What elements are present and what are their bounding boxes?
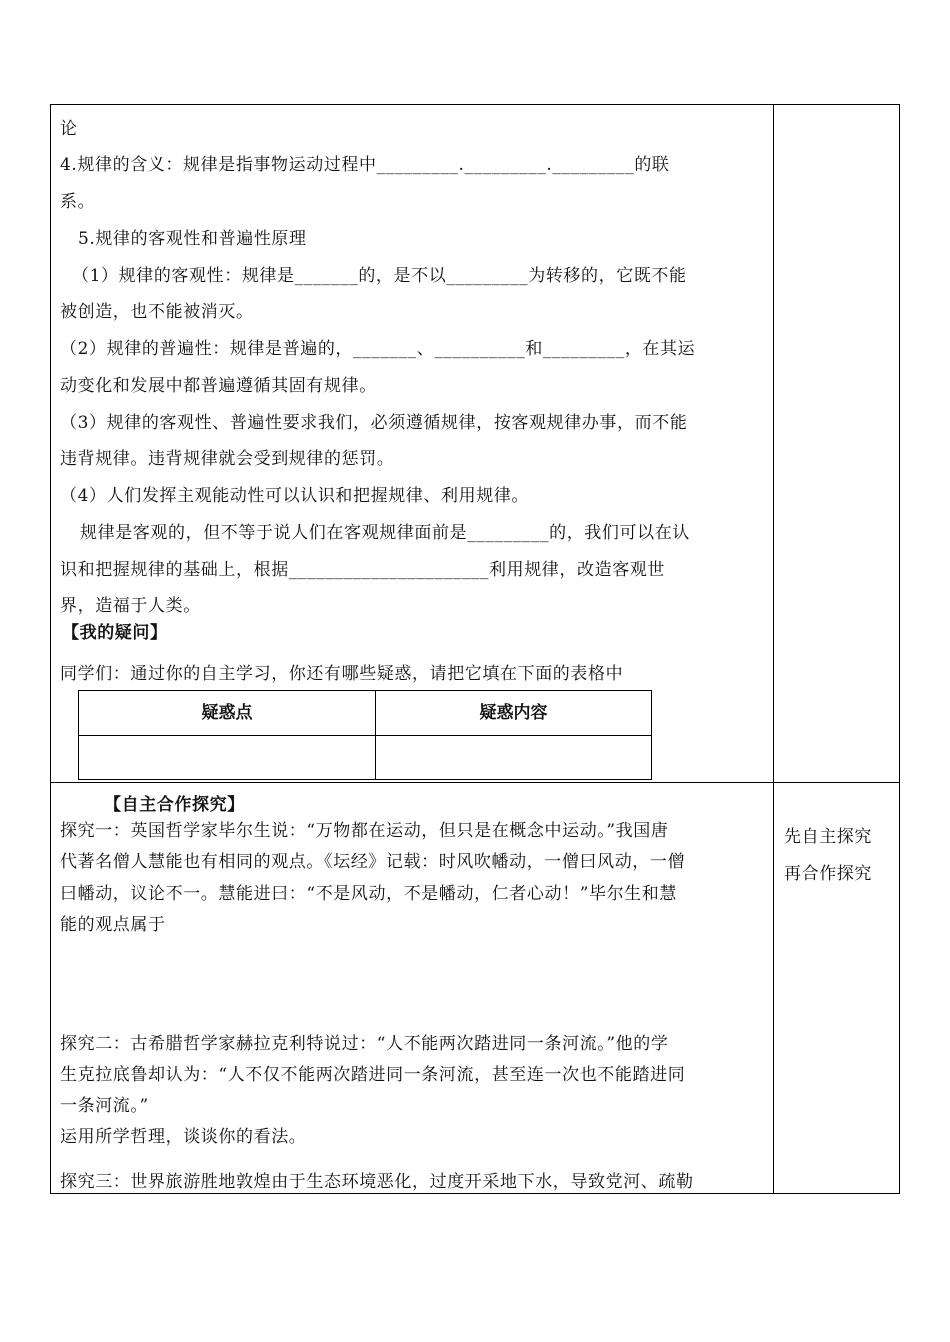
text-line: 界，造福于人类。: [60, 596, 201, 616]
text-line: 运用所学哲理，谈谈你的看法。: [60, 1127, 307, 1147]
frame-left: [50, 104, 51, 1194]
table-header-doubt-content: 疑惑内容: [479, 703, 548, 723]
questions-table: [78, 690, 652, 780]
section-heading-explore: 【自主合作探究】: [104, 795, 245, 815]
frame-row-separator: [50, 782, 900, 783]
table-cell-doubt-point-input[interactable]: [79, 736, 375, 780]
text-line: 代著名僧人慧能也有相同的观点。《坛经》记载：时风吹幡动，一僧曰风动，一僧: [60, 852, 686, 872]
side-note: 再合作探究: [784, 864, 872, 884]
text-line: 能的观点属于: [60, 915, 166, 935]
text-line: 探究三：世界旅游胜地敦煌由于生态环境恶化，过度开采地下水，导致党河、疏勒: [60, 1172, 694, 1192]
text-line: 识和把握规律的基础上，根据______________________利用规律，改造客观世: [60, 560, 665, 580]
text-line: 一条河流。”: [60, 1096, 149, 1116]
text-line: 系。: [60, 192, 96, 212]
side-note: 先自主探究: [784, 827, 872, 847]
text-line: 论: [60, 119, 78, 139]
section-heading-questions: 【我的疑问】: [62, 623, 168, 643]
text-line: 4.规律的含义：规律是指事物运动过程中_________._________._________的联: [60, 155, 670, 175]
frame-right: [899, 104, 900, 1194]
table-header-doubt-point: 疑惑点: [201, 703, 253, 723]
frame-divider: [773, 104, 774, 1194]
text-line: 被创造，也不能被消灭。: [60, 302, 254, 322]
text-line: （3）规律的客观性、普遍性要求我们，必须遵循规律，按客观规律办事，而不能: [60, 413, 688, 433]
text-line: 违背规律。违背规律就会受到规律的惩罚。: [60, 449, 395, 469]
text-line: 5.规律的客观性和普遍性原理: [78, 229, 307, 249]
text-line: （4）人们发挥主观能动性可以认识和把握规律、利用规律。: [60, 486, 530, 506]
text-line: （2）规律的普遍性：规律是普遍的，_______、__________和_________，在其运: [60, 339, 696, 359]
text-line: （1）规律的客观性：规律是_______的，是不以_________为转移的，它既不能: [72, 266, 687, 286]
text-line: 动变化和发展中都普遍遵循其固有规律。: [60, 376, 377, 396]
text-line: 曰幡动，议论不一。慧能进曰：“不是风动，不是幡动，仁者心动！”毕尔生和慧: [60, 884, 677, 904]
text-line: 生克拉底鲁却认为：“人不仅不能两次踏进同一条河流，甚至连一次也不能踏进同: [60, 1065, 686, 1085]
text-line: 规律是客观的，但不等于说人们在客观规律面前是_________的，我们可以在认: [80, 523, 690, 543]
table-cell-doubt-content-input[interactable]: [376, 736, 651, 780]
questions-intro: 同学们：通过你的自主学习，你还有哪些疑惑，请把它填在下面的表格中: [60, 664, 624, 684]
text-line: 探究二：古希腊哲学家赫拉克利特说过：“人不能两次踏进同一条河流。”他的学: [60, 1034, 669, 1054]
frame-bottom: [50, 1193, 900, 1194]
text-line: 探究一：英国哲学家毕尔生说：“万物都在运动，但只是在概念中运动。”我国唐: [60, 821, 669, 841]
